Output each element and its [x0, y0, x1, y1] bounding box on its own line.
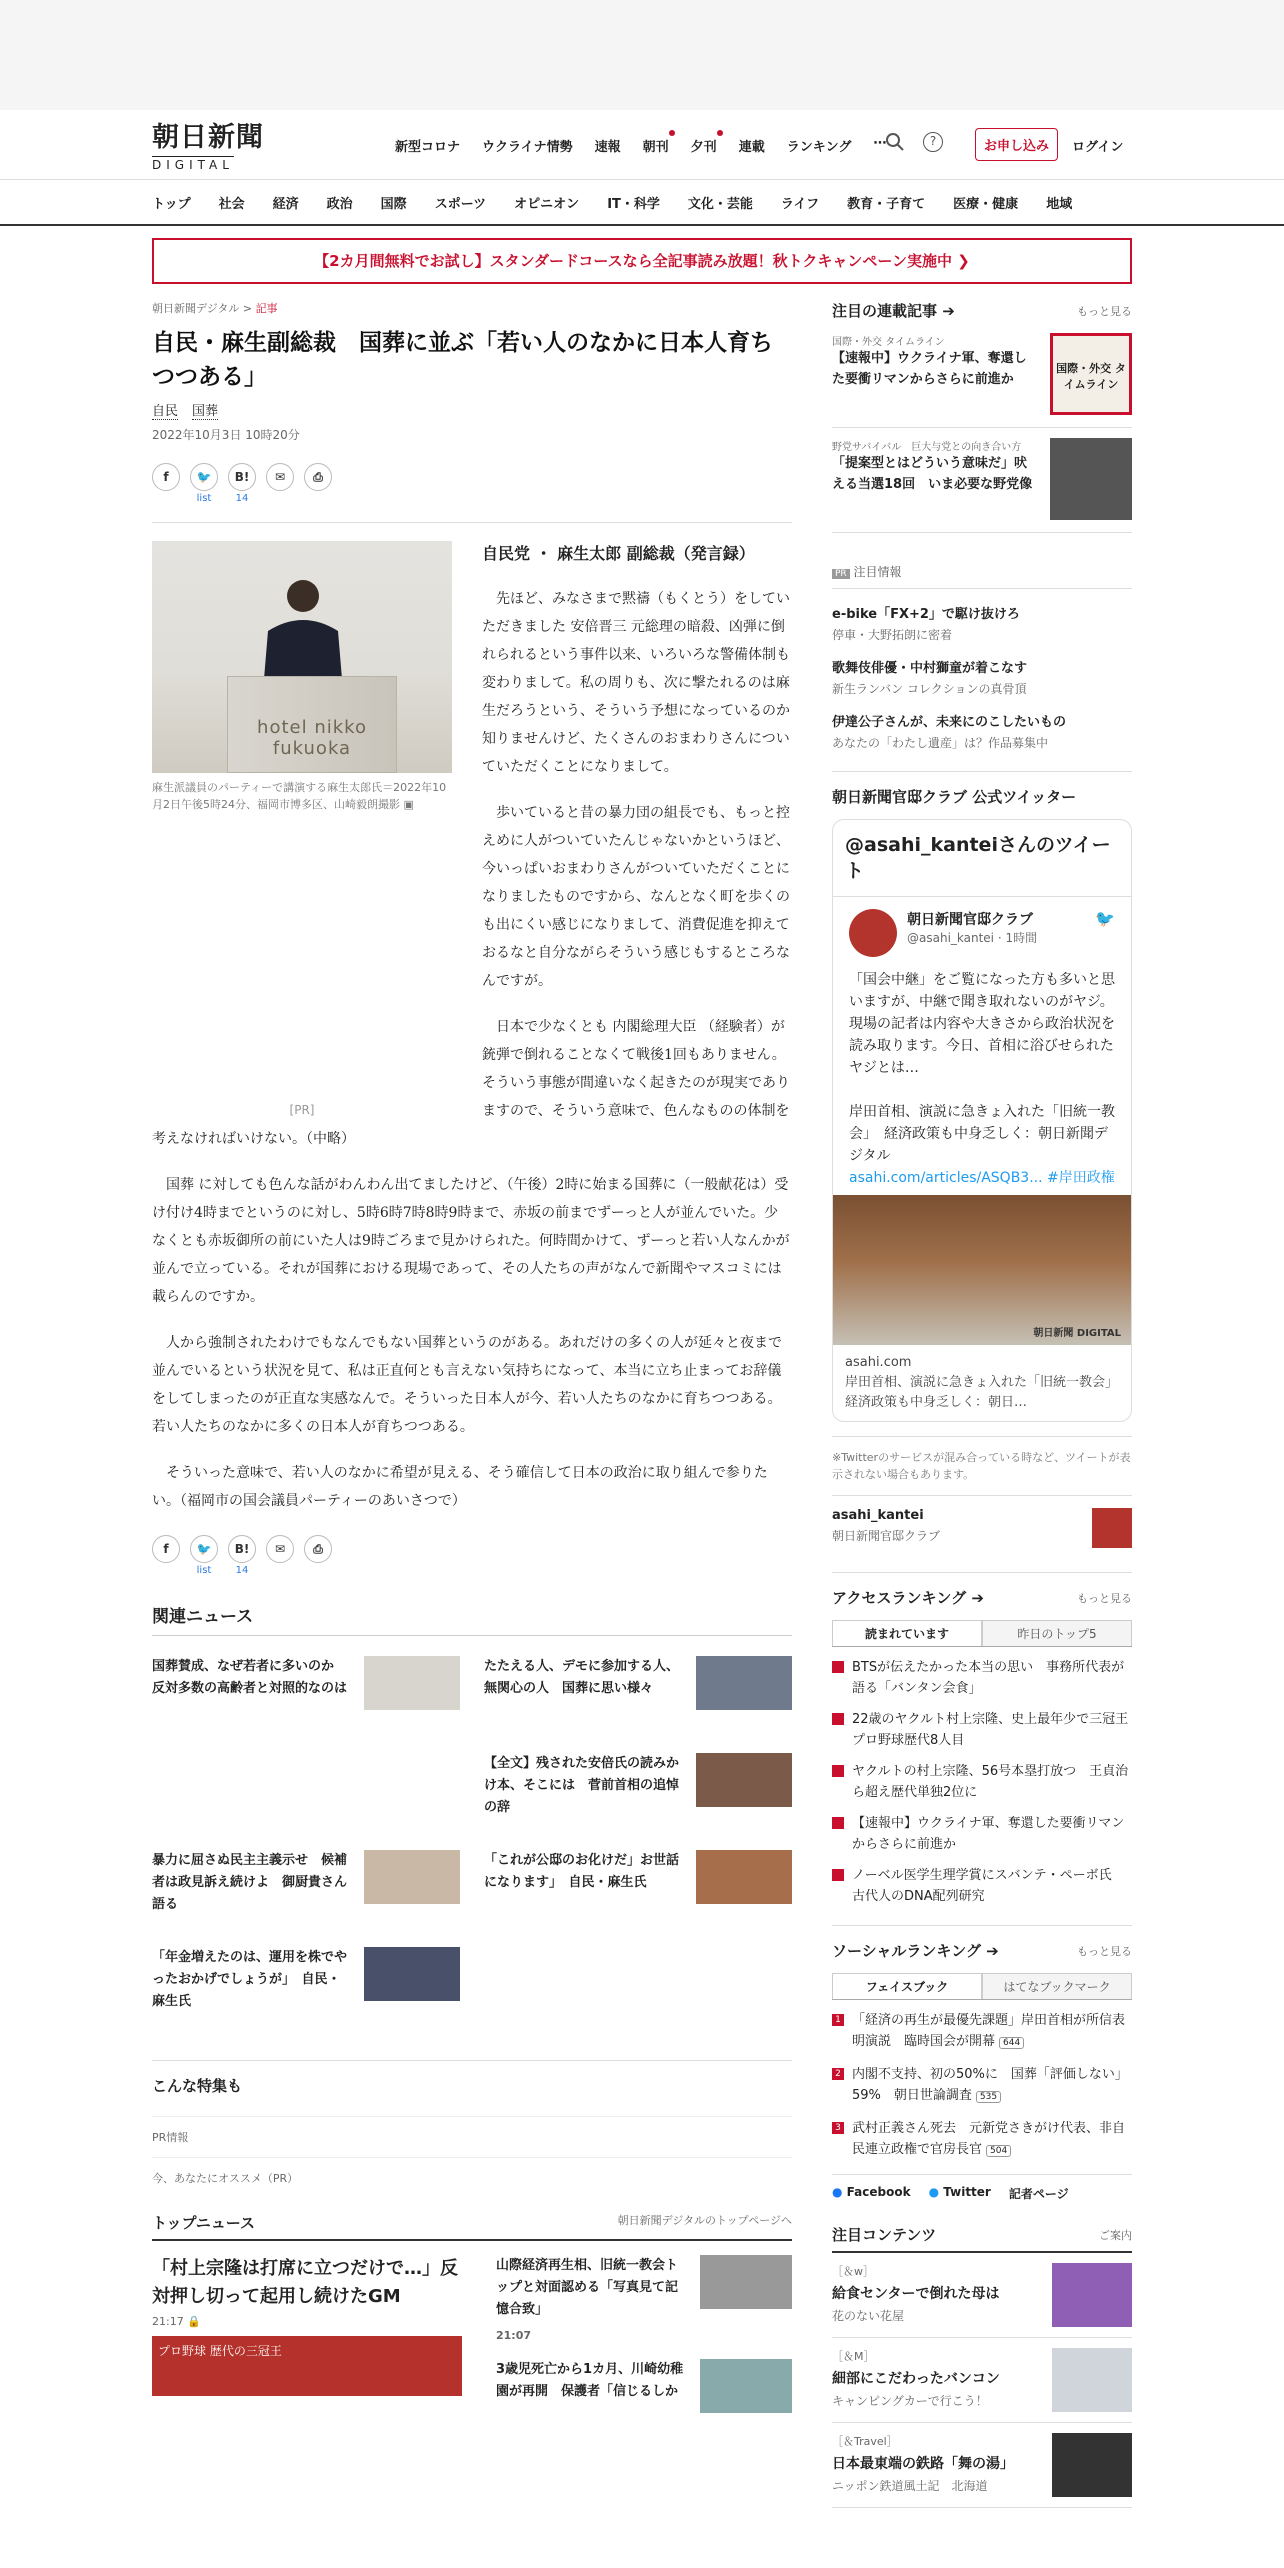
top-news-thumb	[700, 2255, 792, 2309]
serial-heading[interactable]: 注目の連載記事 ➔	[832, 302, 955, 320]
divider	[152, 522, 792, 523]
related-item[interactable]: 【全文】残された安倍氏の読みかけ本、そこには 菅前首相の追悼の辞	[484, 1753, 792, 1828]
twitter-list-link[interactable]: list	[196, 493, 212, 504]
site-logo[interactable]	[152, 122, 282, 173]
content-item[interactable]: ［＆M］ 細部にこだわったバンコン キャンピングカーで行こう！	[832, 2338, 1132, 2423]
content-thumb	[1052, 2433, 1132, 2497]
twitter-avatar[interactable]	[849, 909, 897, 957]
topnav-breaking[interactable]: 速報	[594, 140, 621, 155]
twitter-heading: 朝日新聞官邸クラブ 公式ツイッター	[832, 788, 1077, 806]
related-item[interactable]: 「これが公邸のお化けだ」お世話になります」 自民・麻生氏	[484, 1850, 792, 1925]
mail-share-icon[interactable]: ✉	[266, 463, 294, 491]
search-icon[interactable]	[885, 132, 905, 152]
hatena-count: 14	[235, 493, 249, 504]
lock-icon: 🔒	[187, 2315, 201, 2328]
topnav-ukraine[interactable]: ウクライナ情勢	[482, 140, 573, 155]
social-links	[832, 2174, 1132, 2202]
cat-it-science[interactable]: IT・科学	[607, 196, 660, 212]
related-thumb	[364, 1947, 460, 2001]
help-icon[interactable]: ?	[923, 132, 943, 152]
pr-label: [PR]	[289, 1103, 315, 1117]
subscribe-button[interactable]: お申し込み	[975, 128, 1058, 161]
cat-culture[interactable]: 文化・芸能	[687, 196, 753, 212]
breadcrumb-home[interactable]: 朝日新聞デジタル	[152, 302, 240, 315]
tab-most-read[interactable]: 読まれています	[832, 1620, 982, 1646]
pr-info: PR情報	[152, 2116, 792, 2157]
ranking-item[interactable]: 22歳のヤクルト村上宗隆、史上最年少で三冠王 プロ野球歴代8人目	[832, 1709, 1132, 1751]
attention-item[interactable]: 伊達公子さんが、未来にのこしたいもの あなたの「わたし遺産」は？作品募集中	[832, 715, 1067, 750]
account-avatar	[1092, 1508, 1132, 1548]
related-item[interactable]: 暴力に屈さぬ民主主義示せ 候補者は政見訴え続けよ 御厨貴さん語る	[152, 1850, 460, 1925]
social-more-link[interactable]: もっと見る	[1077, 1944, 1132, 1958]
sidebar	[832, 300, 1142, 2508]
hatena-count: 14	[235, 1565, 249, 1576]
article-lead: 自民党 ・ 麻生太郎 副総裁（発言録）	[482, 544, 755, 563]
social-ranking-heading[interactable]: ソーシャルランキング ➔	[832, 1942, 999, 1960]
related-item-empty	[152, 1753, 460, 1828]
serial-item[interactable]: 国際・外交 タイムライン 【速報中】ウクライナ軍、奪還した要衝リマンからさらに前進か 国際・外交 タイムライン	[832, 333, 1132, 428]
campaign-banner[interactable]: 【2カ月間無料でお試し】スタンダードコースなら全記事読み放題！秋トクキャンペーン実施中 ❯	[152, 238, 1132, 284]
tab-yesterday-top5[interactable]: 昨日のトップ5	[982, 1620, 1132, 1646]
print-icon[interactable]: ⎙	[304, 463, 332, 491]
twitter-handle: @asahi_kantei · 1時間	[907, 931, 1038, 945]
reporter-page-link[interactable]: 記者ページ	[1008, 2187, 1069, 2201]
tab-hatena[interactable]: はてなブックマーク	[982, 1973, 1132, 1999]
top-news-item[interactable]: 3歳児死亡から1カ月、川崎幼稚園が再開 保護者「信じるしか	[496, 2359, 792, 2413]
logo-jp: 朝日新聞	[152, 122, 264, 153]
twitter-icon: ●	[928, 2185, 940, 2199]
access-more-link[interactable]: もっと見る	[1077, 1591, 1132, 1605]
share-bar-top	[152, 463, 792, 504]
article-title: 自民・麻生副総裁 国葬に並ぶ「若い人のなかに日本人育ちつつある」	[152, 329, 773, 390]
attention-item[interactable]: 歌舞伎俳優・中村獅童が着こなす 新生ランバン コレクションの真骨頂	[832, 661, 1028, 696]
top-news-image: プロ野球 歴代の三冠王	[152, 2336, 462, 2396]
cat-economy[interactable]: 経済	[272, 196, 299, 212]
content-item[interactable]: ［＆Travel］ 日本最東端の鉄路「舞の湯」 ニッポン鉄道風土記 北海道	[832, 2423, 1132, 2508]
related-news	[152, 1602, 792, 2022]
social-item[interactable]: 3 武村正義さん死去 元新党さきがけ代表、非自民連立政権で官房長官 504	[832, 2118, 1132, 2162]
related-heading: 関連ニュース	[152, 1602, 792, 1636]
features-heading: こんな特集も	[152, 2060, 792, 2096]
top-nav	[395, 136, 886, 155]
cat-health[interactable]: 医療・健康	[953, 196, 1019, 212]
topnav-series[interactable]: 連載	[738, 140, 765, 155]
ranking-item[interactable]: 【速報中】ウクライナ軍、奪還した要衝リマンからさらに前進か	[832, 1813, 1132, 1855]
article-photo[interactable]	[152, 541, 452, 773]
twitter-list-link[interactable]: list	[196, 1565, 212, 1576]
pr-recommend: 今、あなたにオススメ（PR）	[152, 2157, 792, 2198]
article-paragraph: そういった意味で、若い人のなかに希望が見える、そう確信して日本の政治に取り組んで参りたい。（福岡市の国会議員パーティーのあいさつで）	[152, 1465, 768, 1509]
related-item[interactable]: 国葬賛成、なぜ若者に多いのか 反対多数の高齢者と対照的なのは	[152, 1656, 460, 1731]
article-column	[152, 300, 792, 2425]
access-ranking-heading[interactable]: アクセスランキング ➔	[832, 1589, 984, 1607]
tweet-text: 「国会中継」をご覧になった方も多いと思いますが、中継で聞き取れないのがヤジ。現場の記者は内容や大きさから政治状況を読み取ります。今日、首相に浴びせられたヤジとは… 岸田首相、演説に急きょ入れた「旧統一教会」 経済政策も中身乏しく：朝日新聞デジタル asahi.com/articles/ASQB3... #岸田政権	[833, 969, 1131, 1189]
twitter-bird-icon[interactable]: 🐦	[1095, 909, 1115, 928]
photo-caption: 麻生派議員のパーティーで講演する麻生太郎氏＝2022年10月2日午後5時24分、福岡市博多区、山崎毅朗撮影 ▣	[152, 781, 447, 811]
twitter-embed[interactable]	[832, 819, 1132, 1422]
tab-facebook[interactable]: フェイスブック	[832, 1973, 982, 1999]
ranking-item[interactable]: ノーベル医学生理学賞にスバンテ・ペーボ氏 古代人のDNA配列研究	[832, 1865, 1132, 1907]
cat-top[interactable]: トップ	[152, 196, 191, 212]
contents-guide-link[interactable]: ご案内	[1099, 2228, 1132, 2242]
topnav-morning[interactable]: 朝刊	[643, 136, 669, 155]
serial-more-link[interactable]: もっと見る	[1077, 304, 1132, 318]
logo-en: DIGITAL	[152, 158, 234, 172]
related-thumb	[696, 1850, 792, 1904]
speaker-figure	[258, 571, 348, 691]
attention-item[interactable]: e-bike「FX+2」で駆け抜けろ 停車・大野拓朗に密着	[832, 607, 1020, 642]
top-news-main[interactable]: 「村上宗隆は打席に立つだけで…」反対押し切って起用し続けたGM 21:17 🔒 プロ野球 歴代の三冠王	[152, 2255, 472, 2425]
twitter-name[interactable]: 朝日新聞官邸クラブ	[907, 912, 1033, 928]
top-news-heading: トップニュース	[152, 2214, 256, 2232]
attention-heading: PR 注目情報	[832, 563, 1132, 589]
cat-life[interactable]: ライフ	[780, 196, 820, 212]
tweet-image[interactable]: 朝日新聞 DIGITAL	[833, 1195, 1131, 1345]
ranking-item[interactable]: BTSが伝えたかった本当の思い 事務所代表が語る「バンタン会食」	[832, 1657, 1132, 1699]
article-paragraph: 歩いていると昔の暴力団の組長でも、もっと控えめに人がついていたんじゃないかというほど、今いっぱいおまわりさんがついていただくことになりましたものですから、なんとなく町を歩くのも出にくい感じになりまして、消費促進を抑えておるなと自分ながらそういう感じもするところなんですが。	[482, 805, 790, 989]
top-news	[152, 2212, 792, 2425]
top-news-thumb	[700, 2359, 792, 2413]
related-thumb	[696, 1656, 792, 1710]
article-paragraph: 日本で少なくとも 内閣総理大臣 （経験者）が銃弾で倒れることなくて戦後1回もありません。そういう事態が間違いなく起きたのが現実でありますので、そういう意味で、色んなものの体制を考えなければいけない。（中略）	[152, 1019, 790, 1147]
top-news-title: 「村上宗隆は打席に立つだけで…」反対押し切って起用し続けたGM	[152, 2258, 458, 2307]
facebook-share-icon[interactable]: f	[152, 1535, 180, 1563]
article-paragraph: 国葬 に対しても色んな話がわんわん出てましたけど、（午後）2時に始まる国葬に（一般献花は）受け付け4時までというのに対し、5時6時7時8時9時まで、赤坂の前までずーっと人が並んでいた。少なくとも赤坂御所の前にいた人は9時ごろまで見かけられた。何時間かけて、ずーっと若い人なんかが並んで立っている。それが国葬における現場であって、その人たちの声がなんで新聞やマスコミには載らんのですか。	[152, 1177, 790, 1305]
article-photo-block	[152, 541, 452, 1117]
cat-sports[interactable]: スポーツ	[434, 196, 487, 212]
tweet-card-title: @asahi_kanteiさんのツイート	[833, 820, 1131, 897]
twitter-account[interactable]: asahi_kantei 朝日新聞官邸クラブ	[832, 1495, 1132, 1548]
category-nav	[0, 180, 1284, 226]
tag-jimin[interactable]: 自民	[152, 400, 178, 420]
social-item[interactable]: 1 「経済の再生が最優先課題」岸田首相が所信表明演説 臨時国会が開幕 644	[832, 2010, 1132, 2054]
twitter-note: ※Twitterのサービスが混み合っている時など、ツイートが表示されない場合もあります。	[832, 1436, 1132, 1483]
breadcrumb: 朝日新聞デジタル > 記事	[152, 302, 278, 315]
cat-international[interactable]: 国際	[380, 196, 407, 212]
cat-region[interactable]: 地域	[1046, 196, 1073, 212]
facebook-icon: ●	[832, 2185, 843, 2199]
serial-thumb: 国際・外交 タイムライン	[1050, 333, 1132, 415]
pr-badge: PR	[832, 569, 850, 579]
social-tabs	[832, 1973, 1132, 2000]
site-header	[0, 110, 1284, 180]
hatena-share-icon[interactable]: B!	[228, 1535, 256, 1563]
access-tabs	[832, 1620, 1132, 1647]
tag-kokuso[interactable]: 国葬	[192, 400, 218, 420]
facebook-link[interactable]: ● Facebook	[832, 2185, 911, 2199]
social-item[interactable]: 2 内閣不支持、初の50%に 国葬「評価しない」59% 朝日世論調査 535	[832, 2064, 1132, 2108]
top-news-item[interactable]: 山際経済再生相、旧統一教会トップと対面認める「写真見て記憶合致」 21:07	[496, 2255, 792, 2347]
breadcrumb-current: 記事	[255, 302, 278, 315]
related-item[interactable]: たたえる人、デモに参加する人、無関心の人 国葬に思い様々	[484, 1656, 792, 1731]
print-icon[interactable]: ⎙	[304, 1535, 332, 1563]
related-thumb	[364, 1656, 460, 1710]
more-menu-icon[interactable]: ⋯	[873, 136, 887, 151]
mail-share-icon[interactable]: ✉	[266, 1535, 294, 1563]
topnav-corona[interactable]: 新型コロナ	[395, 140, 461, 155]
twitter-share-icon[interactable]: 🐦	[190, 463, 218, 491]
article-tags	[152, 400, 792, 420]
top-page-link[interactable]: 朝日新聞デジタルのトップページへ	[617, 2214, 792, 2227]
share-bar-bottom	[152, 1535, 792, 1576]
article-paragraph: 人から強制されたわけでもなんでもない国葬というのがある。あれだけの多くの人が延々と夜まで並んでいるという状況を見て、私は正直何とも言えない気持ちになって、本当に立ち止まってお辞儀をしてしまったのが正直な実感なんで。そういった日本人が今、若い人たちのなかに育ちつつある。若い人たちのなかに多くの日本人が育ちつつある。	[152, 1335, 782, 1435]
hatena-share-icon[interactable]: B!	[228, 463, 256, 491]
twitter-share-icon[interactable]: 🐦	[190, 1535, 218, 1563]
facebook-share-icon[interactable]: f	[152, 463, 180, 491]
topnav-evening[interactable]: 夕刊	[691, 136, 717, 155]
serial-thumb	[1050, 438, 1132, 520]
article-paragraph: 先ほど、みなさまで黙禱（もくとう）をしていただきました 安倍晋三 元総理の暗殺、凶弾に倒れられるという事件以来、いろいろな警備体制も変わりまして。私の周りも、次に撃たれるのは麻生だろうという、そういう予想になっているのか知りませんけど、たくさんのおまわりさんについていただくことになりまして。	[482, 591, 790, 775]
serial-item[interactable]: 野党サバイバル 巨大与党との向き合い方 「提案型とはどういう意味だ」吠える当選18回 いま必要な野党像	[832, 438, 1132, 533]
contents-heading: 注目コンテンツ	[832, 2226, 937, 2244]
tweet-link-card[interactable]: asahi.com 岸田首相、演説に急きょ入れた「旧統一教会」 経済政策も中身乏しく：朝日…	[845, 1355, 1125, 1410]
image-icon[interactable]: ▣	[403, 798, 414, 811]
cat-opinion[interactable]: オピニオン	[514, 196, 580, 212]
tweet-link[interactable]: asahi.com/articles/ASQB3... #岸田政権	[849, 1170, 1115, 1186]
topnav-ranking[interactable]: ランキング	[786, 140, 852, 155]
login-link[interactable]: ログイン	[1072, 140, 1124, 155]
related-thumb	[364, 1850, 460, 1904]
ranking-item[interactable]: ヤクルトの村上宗隆、56号本塁打放つ 王貞治ら超え歴代単独2位に	[832, 1761, 1132, 1803]
related-item[interactable]: 「年金増えたのは、運用を株でやったおかげでしょうが」 自民・麻生氏	[152, 1947, 460, 2022]
cat-education[interactable]: 教育・子育て	[847, 196, 926, 212]
podium-text: hotel nikko fukuoka	[257, 717, 367, 759]
related-thumb	[696, 1753, 792, 1807]
cat-society[interactable]: 社会	[218, 196, 245, 212]
article-date: 2022年10月3日 10時20分	[152, 428, 300, 442]
content-thumb	[1052, 2263, 1132, 2327]
cat-politics[interactable]: 政治	[326, 196, 353, 212]
top-ad-banner	[0, 0, 1284, 110]
content-item[interactable]: ［＆w］ 給食センターで倒れた母は 花のない花屋	[832, 2253, 1132, 2338]
twitter-link[interactable]: ● Twitter	[928, 2185, 991, 2199]
content-thumb	[1052, 2348, 1132, 2412]
